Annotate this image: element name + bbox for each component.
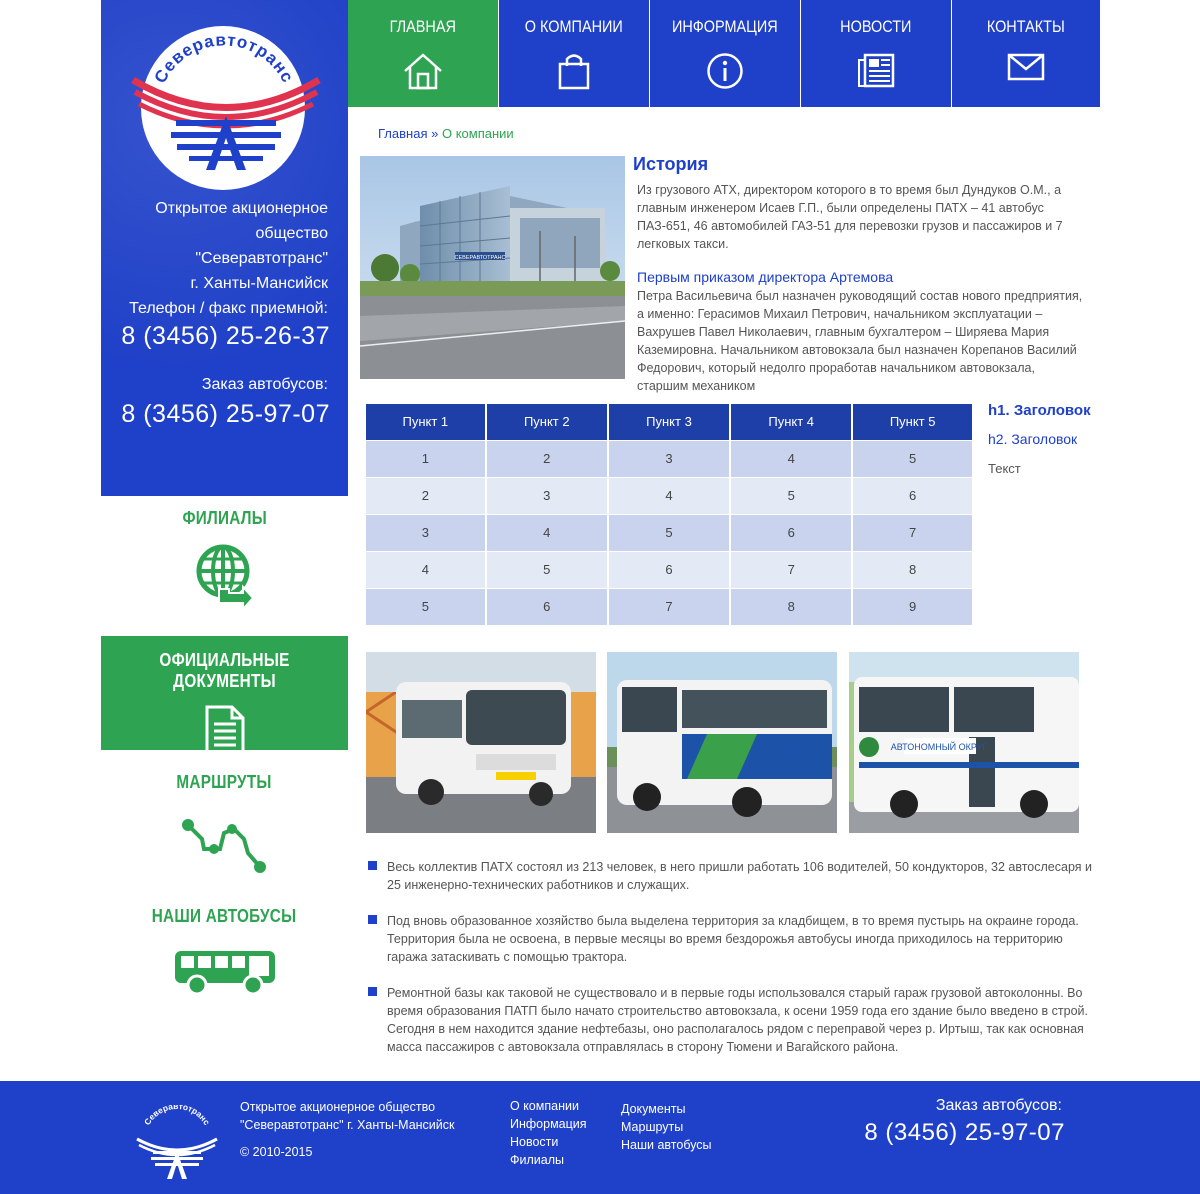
breadcrumb-home[interactable]: Главная <box>378 126 428 141</box>
table-cell: 5 <box>366 588 486 625</box>
bus-photo-2[interactable] <box>607 652 837 833</box>
data-table <box>366 404 972 625</box>
sidebar-documents[interactable] <box>101 636 348 750</box>
table-cell: 1 <box>366 440 486 477</box>
bullet-list <box>368 858 1093 1074</box>
table-header-cell: Пункт 2 <box>486 404 608 440</box>
sidebar-branches-label: ФИЛИАЛЫ <box>182 508 267 528</box>
heading-h1-sample: h1. Заголовок <box>988 402 1091 419</box>
table-header-row <box>366 404 972 440</box>
table-header-cell: Пункт 4 <box>730 404 852 440</box>
company-logo[interactable] <box>131 20 321 190</box>
history-paragraph-1: Из грузового АТХ, директором которого в то время был Дундуков О.М., а главным инженером Исаев Г.П., были определены ПАТХ – 41 автобус ПАЗ-651, 46 автомобилей ГАЗ-51 для перевозки грузов и пассажиров и 7 легковых такси. <box>637 183 1063 251</box>
history-paragraph-2: Петра Васильевича был назначен руководящий состав нового предприятия, а именно: Герасимов Михаил Петрович, начальником эксплуатации – Вахрушев Павел Николаевич, главным бухгалтером – Ширяева Мария Каземировна. Начальником автовокзала был назначен Корепанов Василий Федорович, который недолго проработав начальником автовокзала, старшим механиком <box>637 289 1083 393</box>
main-nav <box>348 0 1100 107</box>
table-cell: 3 <box>608 440 730 477</box>
footer-link-news[interactable]: Новости <box>510 1135 559 1149</box>
table-cell: 5 <box>852 440 972 477</box>
footer-link-branches[interactable]: Филиалы <box>510 1153 564 1167</box>
footer-order-phone[interactable]: 8 (3456) 25-97-07 <box>864 1119 1065 1146</box>
nav-info-label: ИНФОРМАЦИЯ <box>672 17 778 36</box>
company-city: г. Ханты-Мансийск <box>190 275 328 292</box>
nav-news-label: НОВОСТИ <box>840 17 912 36</box>
home-icon <box>403 52 443 95</box>
footer-company-line: Открытое акционерное общество <box>240 1100 436 1114</box>
table-cell: 2 <box>486 440 608 477</box>
footer-logo[interactable] <box>135 1105 219 1190</box>
nav-about-label: О КОМПАНИИ <box>524 17 623 36</box>
breadcrumb-current: О компании <box>441 126 514 141</box>
bus-photo-3[interactable] <box>849 652 1079 833</box>
table-cell: 5 <box>486 551 608 588</box>
company-info <box>101 196 328 296</box>
company-name: "Северавтотранс" <box>195 250 328 267</box>
footer-company-name: "Северавтотранс" г. Ханты-Мансийск <box>240 1118 455 1132</box>
table-cell: 4 <box>366 551 486 588</box>
list-item-text: Ремонтной базы как таковой не существовало и в первые годы использовался старый гараж грузовой автоколонны. Во время образования ПАТП было начато строительство автовокзала, к осени 1959 года его здание было введено в строй. Сегодня в нем находится здание нефтебазы, оно располагалось рядом с переправой через р. Иртыш, так как основная масса пассажиров с автовокзала отправлялась в сторону Тюмени и Вагайского района. <box>387 986 1089 1054</box>
footer-company <box>240 1098 454 1134</box>
bullet-square-icon <box>368 861 377 870</box>
sidebar-routes[interactable] <box>101 772 348 887</box>
table-cell: 2 <box>366 477 486 514</box>
sidebar-documents-label: ОФИЦИАЛЬНЫЕ ДОКУМЕНТЫ <box>159 650 290 691</box>
breadcrumb <box>378 126 514 141</box>
svg-text:Северавтотранс: Северавтотранс <box>142 1105 213 1127</box>
table-cell: 4 <box>608 477 730 514</box>
sidebar-header <box>101 0 348 496</box>
table-cell: 7 <box>730 551 852 588</box>
bag-icon <box>557 52 591 95</box>
footer-link-routes[interactable]: Маршруты <box>621 1120 684 1134</box>
list-item <box>368 858 1093 894</box>
company-line: Открытое акционерное общество <box>155 200 328 242</box>
footer <box>0 1081 1200 1194</box>
list-item-text: Весь коллектив ПАТХ состоял из 213 человек, в него пришли работать 106 водителей, 50 кондукторов, 32 автослесаря и 25 инженерно-технических работников и служащих. <box>387 860 1092 892</box>
nav-news[interactable] <box>801 0 951 107</box>
footer-copyright: © 2010-2015 <box>240 1145 313 1159</box>
table-cell: 5 <box>608 514 730 551</box>
table-cell: 7 <box>608 588 730 625</box>
table-cell: 7 <box>852 514 972 551</box>
table-header-cell: Пункт 1 <box>366 404 486 440</box>
nav-info[interactable] <box>650 0 800 107</box>
nav-home[interactable] <box>348 0 498 107</box>
bullet-square-icon <box>368 987 377 996</box>
sidebar-branches[interactable] <box>101 508 348 630</box>
phone-label: Телефон / факс приемной: <box>129 300 328 317</box>
table-row <box>366 477 972 514</box>
bus3-label: АВТОНОМНЫЙ ОКРУГ <box>890 742 988 752</box>
table-row <box>366 440 972 477</box>
footer-links-col1 <box>510 1097 587 1169</box>
bullet-square-icon <box>368 915 377 924</box>
side-headings <box>988 402 1091 476</box>
svg-text:Северавтотранс: Северавтотранс <box>150 30 298 87</box>
footer-links-col2 <box>621 1100 712 1154</box>
list-item-text: Под вновь образованное хозяйство была выделена территория за кладбищем, в то время пустырь на окраине города. Территория была не освоена, в первые месяцы во время бездорожья автобусы иногда приходилось на территорию гаража затаскивать с помощью трактора. <box>387 914 1079 964</box>
newspaper-icon <box>857 52 895 95</box>
table-cell: 9 <box>852 588 972 625</box>
table-cell: 8 <box>852 551 972 588</box>
table-header-cell: Пункт 3 <box>608 404 730 440</box>
text-sample: Текст <box>988 461 1021 476</box>
order-label: Заказ автобусов: <box>201 376 328 393</box>
history-title: История <box>633 154 709 174</box>
footer-order-label: Заказ автобусов: <box>935 1097 1062 1114</box>
table-cell: 5 <box>730 477 852 514</box>
sidebar-buses[interactable] <box>101 906 348 1006</box>
table-header-cell: Пункт 5 <box>852 404 972 440</box>
phone-number[interactable]: 8 (3456) 25-26-37 <box>121 322 330 350</box>
bus-icon <box>101 949 348 1000</box>
document-icon <box>101 704 348 763</box>
footer-link-documents[interactable]: Документы <box>621 1102 686 1116</box>
footer-link-info[interactable]: Информация <box>510 1117 587 1131</box>
nav-contacts-label: КОНТАКТЫ <box>987 17 1066 36</box>
list-item <box>368 912 1093 966</box>
nav-home-label: ГЛАВНАЯ <box>389 17 456 36</box>
history-subtitle: Первым приказом директора Артемова <box>637 269 894 285</box>
nav-about[interactable] <box>499 0 649 107</box>
table-cell: 4 <box>486 514 608 551</box>
table-cell: 8 <box>730 588 852 625</box>
table-cell: 3 <box>486 477 608 514</box>
table-row <box>366 588 972 625</box>
heading-h2-sample: h2. Заголовок <box>988 431 1078 447</box>
history-section <box>633 154 1088 395</box>
list-item <box>368 984 1093 1056</box>
table-row <box>366 551 972 588</box>
info-icon <box>706 52 744 95</box>
route-icon <box>101 819 348 880</box>
footer-link-about[interactable]: О компании <box>510 1099 579 1113</box>
nav-contacts[interactable] <box>952 0 1100 107</box>
sidebar-routes-label: МАРШРУТЫ <box>176 772 273 792</box>
building-photo <box>360 156 625 379</box>
order-phone[interactable]: 8 (3456) 25-97-07 <box>121 400 330 428</box>
table-cell: 4 <box>730 440 852 477</box>
table-cell: 6 <box>486 588 608 625</box>
table-cell: 6 <box>852 477 972 514</box>
sidebar-buses-label: НАШИ АВТОБУСЫ <box>152 906 297 926</box>
table-cell: 6 <box>730 514 852 551</box>
breadcrumb-separator: » <box>431 126 439 141</box>
globe-arrow-icon <box>101 543 348 614</box>
table-cell: 6 <box>608 551 730 588</box>
table-cell: 3 <box>366 514 486 551</box>
footer-link-buses[interactable]: Наши автобусы <box>621 1138 712 1152</box>
bus2-label: ЮГРА <box>783 745 831 762</box>
envelope-icon <box>1007 52 1045 87</box>
table-row <box>366 514 972 551</box>
building-sign-text: СЕВЕРАВТОТРАНС <box>454 255 506 261</box>
bus-photo-1[interactable] <box>366 652 596 833</box>
